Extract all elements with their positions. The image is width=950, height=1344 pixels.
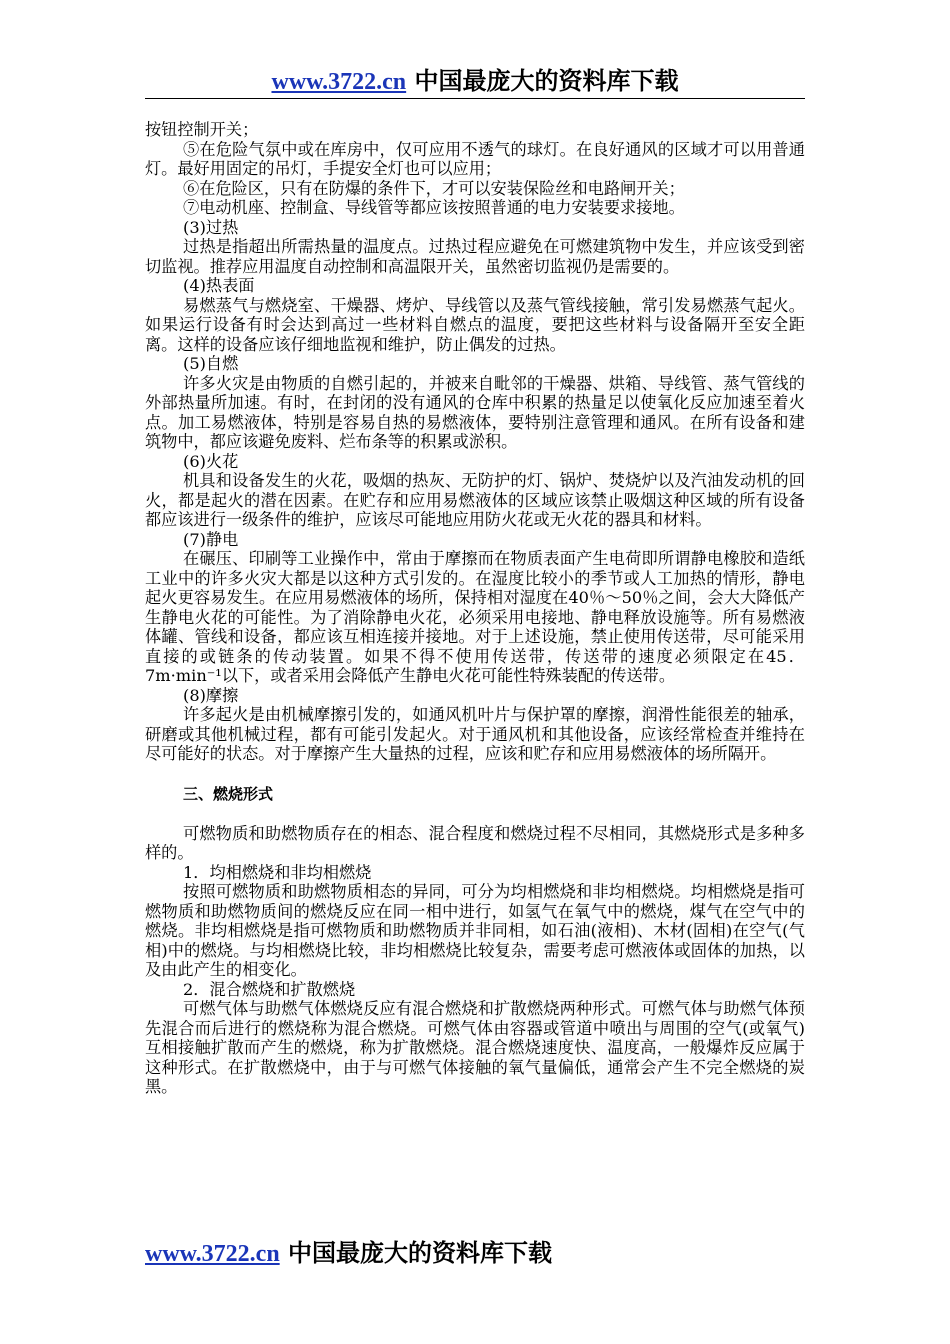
header-rule [145, 98, 805, 99]
page-footer [145, 1238, 552, 1269]
paragraph: 许多起火是由机械摩擦引发的，如通风机叶片与保护罩的摩擦，润滑性能很差的轴承，研磨或其他机械过程，都有可能引发起火。对于通风机和其他设备，应该经常检查并维持在尽可能好的状态。对于摩擦产生大量热的过程，应该和贮存和应用易燃液体的场所隔开。 [145, 705, 805, 763]
paragraph: 可燃气体与助燃气体燃烧反应有混合燃烧和扩散燃烧两种形式。可燃气体与助燃气体预先混合而后进行的燃烧称为混合燃烧。可燃气体由容器或管道中喷出与周围的空气(或氧气)互相接触扩散而产生的燃烧，称为扩散燃烧。混合燃烧速度快、温度高，一般爆炸反应属于这种形式。在扩散燃烧中，由于与可燃气体接触的氧气量偏低，通常会产生不完全燃烧的炭黑。 [145, 999, 805, 1096]
paragraph: (3)过热 [183, 217, 239, 237]
paragraph: 许多火灾是由物质的自燃引起的，并被来自毗邻的干燥器、烘箱、导线管、蒸气管线的外部热量所加速。有时，在封闭的没有通风的仓库中积累的热量足以使氧化反应加速至着火点。加工易燃液体，特别是容易自热的易燃液体，要特别注意管理和通风。在所有设备和建筑物中，都应该避免废料、烂布条等的积累或淤积。 [145, 373, 805, 451]
paragraph: 可燃物质和助燃物质存在的相态、混合程度和燃烧过程不尽相同，其燃烧形式是多种多样的。 [145, 823, 805, 862]
paragraph: (8)摩擦 [183, 685, 239, 705]
footer-site-link[interactable]: www.3722.cn [145, 1241, 280, 1267]
paragraph: 按钮控制开关； [145, 120, 259, 139]
header-site-link[interactable]: www.3722.cn [271, 69, 407, 95]
paragraph: ⑦电动机座、控制盒、导线管等都应该按照普通的电力安装要求接地。 [183, 198, 685, 217]
paragraph: 易燃蒸气与燃烧室、干燥器、烤炉、导线管以及蒸气管线接触，常引发易燃蒸气起火。如果运行设备有时会达到高过一些材料自燃点的温度，要把这些材料与设备隔开至安全距离。这样的设备应该仔细地监视和维护，防止偶发的过热。 [145, 295, 805, 354]
paragraph: ⑤在危险气氛中或在库房中，仅可应用不透气的球灯。在良好通风的区域才可以用普通灯。最好用固定的吊灯，手提安全灯也可以应用； [145, 139, 805, 178]
paragraph: (5)自燃 [183, 354, 239, 373]
page-header [145, 66, 805, 97]
paragraph: 2．混合燃烧和扩散燃烧 [183, 979, 356, 999]
paragraph: ⑥在危险区，只有在防爆的条件下，才可以安装保险丝和电路闸开关； [183, 178, 685, 198]
header-slogan: 中国最庞大的资料库下载 [406, 67, 679, 95]
footer-slogan: 中国最庞大的资料库下载 [279, 1239, 553, 1267]
section-heading: 三、燃烧形式 [183, 784, 274, 803]
document-body [145, 120, 805, 1097]
paragraph: 按照可燃物质和助燃物质相态的异同，可分为均相燃烧和非均相燃烧。均相燃烧是指可燃物质和助燃物质间的燃烧反应在同一相中进行，如氢气在氧气中的燃烧，煤气在空气中的燃烧。非均相燃烧是指可燃物质和助燃物质并非同相，如石油(液相)、木材(固相)在空气(气相)中的燃烧。与均相燃烧比较，非均相燃烧比较复杂，需要考虑可燃液体或固体的加热，以及由此产生的相变化。 [145, 882, 805, 979]
paragraph: (6)火花 [183, 451, 239, 471]
paragraph: (4)热表面 [183, 276, 255, 295]
paragraph: 过热是指超出所需热量的温度点。过热过程应避免在可燃建筑物中发生，并应该受到密切监视。推荐应用温度自动控制和高温限开关，虽然密切监视仍是需要的。 [145, 237, 805, 276]
paragraph: 1．均相燃烧和非均相燃烧 [183, 862, 372, 882]
paragraph: (7)静电 [183, 529, 239, 549]
paragraph: 在碾压、印刷等工业操作中，常由于摩擦而在物质表面产生电荷即所谓静电橡胶和造纸工业中的许多火灾大都是以这种方式引发的。在湿度比较小的季节或人工加热的情形，静电起火更容易发生。在应用易燃液体的场所，保持相对湿度在40％～50％之间，会大大降低产生静电火花的可能性。为了消除静电火花，必须采用电接地、静电释放设施等。所有易燃液体罐、管线和设备，都应该互相连接并接地。对于上述设施，禁止使用传送带，尽可能采用直接的或链条的传动装置。如果不得不使用传送带，传送带的速度必须限定在45．7m·min⁻¹以下，或者采用会降低产生静电火花可能性特殊装配的传送带。 [145, 549, 805, 685]
paragraph: 机具和设备发生的火花，吸烟的热灰、无防护的灯、锅炉、焚烧炉以及汽油发动机的回火，都是起火的潜在因素。在贮存和应用易燃液体的区域应该禁止吸烟这种区域的所有设备都应该进行一级条件的维护，应该尽可能地应用防火花或无火花的器具和材料。 [145, 471, 805, 529]
